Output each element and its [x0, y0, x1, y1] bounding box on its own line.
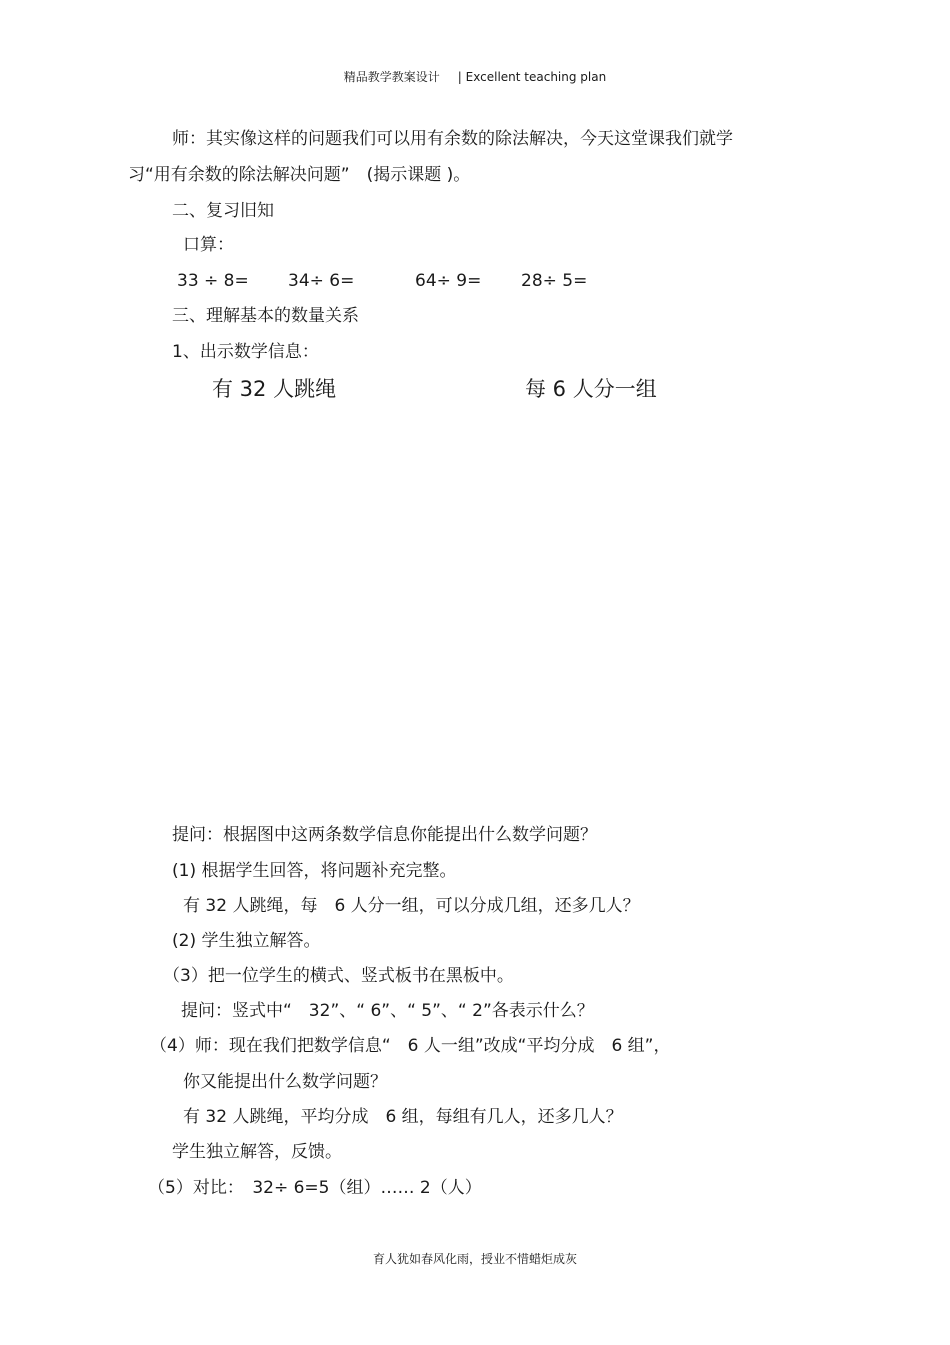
section-review-heading: 二、复习旧知	[172, 201, 274, 221]
step-4-answer: 学生独立解答，反馈。	[172, 1142, 342, 1162]
step-4-detail: 有 32 人跳绳，平均分成 6 组，每组有几人，还多几人？	[183, 1107, 623, 1127]
calc-item: 33 ÷ 8=	[177, 271, 249, 291]
step-1-detail: 有 32 人跳绳，每 6 人分一组，可以分成几组，还多几人？	[183, 896, 640, 916]
info-right: 每 6 人分一组	[525, 377, 657, 401]
oral-calc-label: 口算：	[183, 235, 234, 255]
calc-item: 34÷ 6=	[288, 271, 355, 291]
info-left: 有 32 人跳绳	[212, 377, 337, 401]
step-3: （3）把一位学生的横式、竖式板书在黑板中。	[163, 966, 514, 986]
step-4-continued: 你又能提出什么数学问题？	[183, 1072, 387, 1092]
page-header	[0, 68, 950, 85]
step-5: （5）对比： 32÷ 6=5（组）…… 2（人）	[148, 1178, 482, 1198]
header-title-en: | Excellent teaching plan	[457, 70, 607, 84]
step-3-question: 提问：竖式中“ 32”、“ 6”、“ 5”、“ 2”各表示什么？	[181, 1001, 594, 1021]
calc-item: 28÷ 5=	[521, 271, 588, 291]
paragraph-intro-line1: 师：其实像这样的问题我们可以用有余数的除法解决，今天这堂课我们就学	[172, 129, 733, 149]
step-2: (2) 学生独立解答。	[172, 931, 321, 951]
question-1: 提问：根据图中这两条数学信息你能提出什么数学问题？	[172, 825, 597, 845]
section-relations-heading: 三、理解基本的数量关系	[172, 306, 359, 326]
header-title-cn: 精品教学教案设计	[343, 70, 440, 84]
step-1: (1) 根据学生回答，将问题补充完整。	[172, 861, 457, 881]
paragraph-intro-line2: 习“用有余数的除法解决问题” (揭示课题 )。	[128, 165, 471, 185]
page-footer: 育人犹如春风化雨，授业不惜蜡炬成灰	[372, 1252, 577, 1266]
step-4: （4）师：现在我们把数学信息“ 6 人一组”改成“平均分成 6 组”，	[150, 1036, 671, 1056]
calc-item: 64÷ 9=	[415, 271, 482, 291]
item-show-info: 1、出示数学信息：	[172, 342, 319, 362]
